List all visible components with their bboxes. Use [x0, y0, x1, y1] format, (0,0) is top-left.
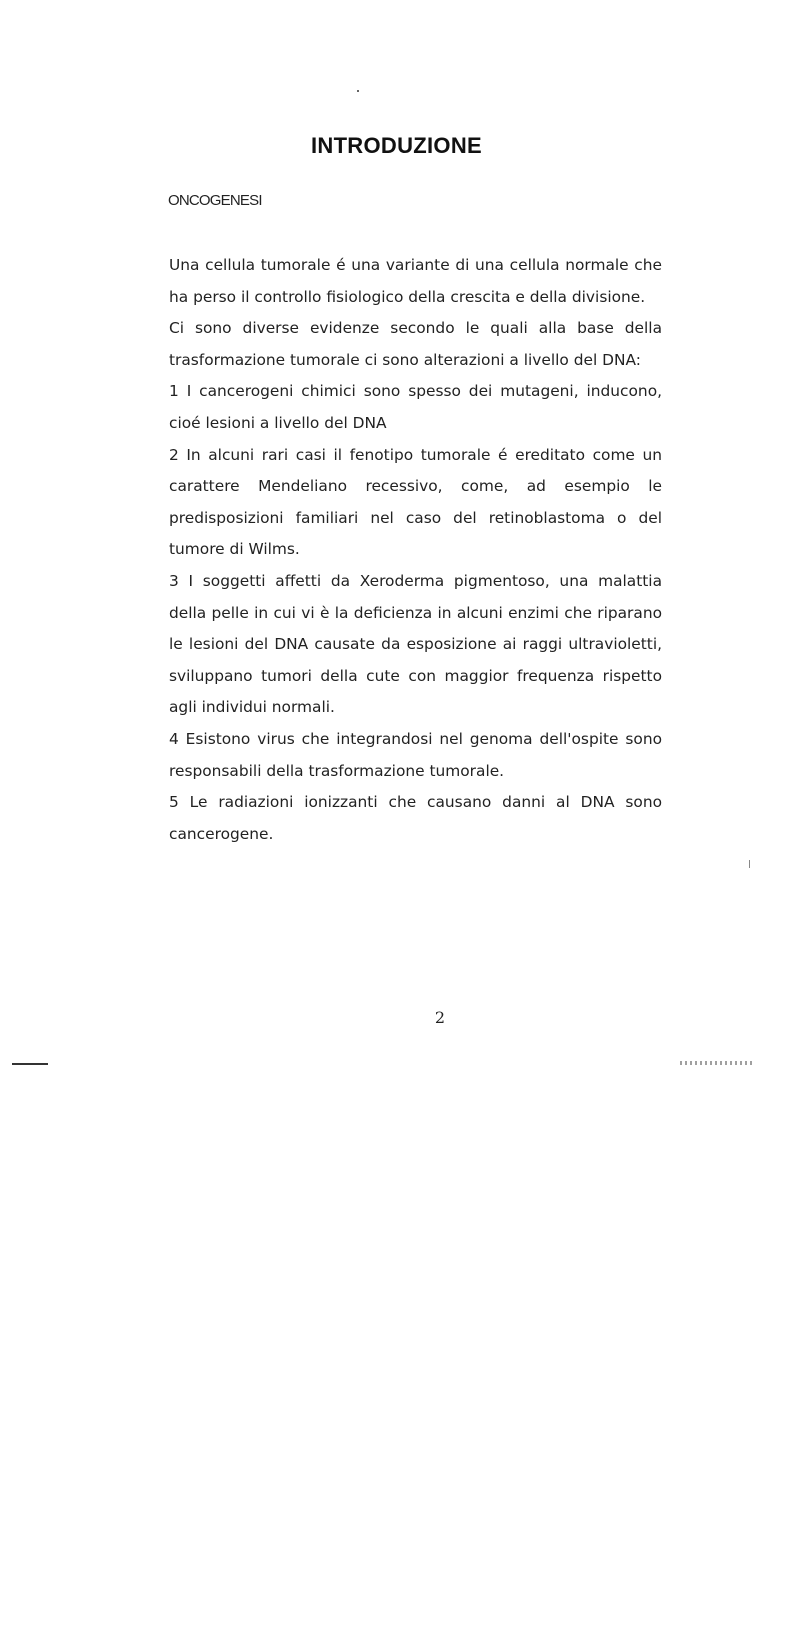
scan-edge-mark-left: [12, 1063, 48, 1065]
list-item: 4 Esistono virus che integrandosi nel genoma dell'ospite sono responsabili della trasformazione tumorale.: [169, 729, 662, 780]
page-number: 2: [434, 1008, 446, 1027]
list-item: 1 I cancerogeni chimici sono spesso dei mutageni, inducono, cioé lesioni a livello del DNA: [169, 382, 662, 432]
section-heading: ONCOGENESI: [168, 192, 262, 209]
scan-speck: [357, 90, 359, 92]
scan-edge-mark-right: [680, 1061, 754, 1065]
paragraph: Ci sono diverse evidenze secondo le quali alla base della trasformazione tumorale ci sono alterazioni a livello del DNA:: [169, 319, 662, 369]
scan-tick-mark: [749, 860, 750, 868]
body-text: [169, 250, 662, 850]
page-title: INTRODUZIONE: [310, 132, 483, 158]
list-item: 3 I soggetti affetti da Xeroderma pigmentoso, una malattia della pelle in cui vi è la deficienza in alcuni enzimi che riparano le lesioni del DNA causate da esposizione ai raggi ultravioletti, sviluppano tumori della cute con maggior frequenza rispetto agli individui normali.: [169, 571, 662, 717]
list-item: 2 In alcuni rari casi il fenotipo tumorale é ereditato come un carattere Mendeliano recessivo, come, ad esempio le predisposizioni familiari nel caso del retinoblastoma o del tumore di Wilms.: [169, 445, 662, 559]
paragraph: Una cellula tumorale é una variante di una cellula normale che ha perso il controllo fisiologico della crescita e della divisione.: [169, 256, 662, 306]
list-item: 5 Le radiazioni ionizzanti che causano danni al DNA sono cancerogene.: [169, 793, 662, 843]
